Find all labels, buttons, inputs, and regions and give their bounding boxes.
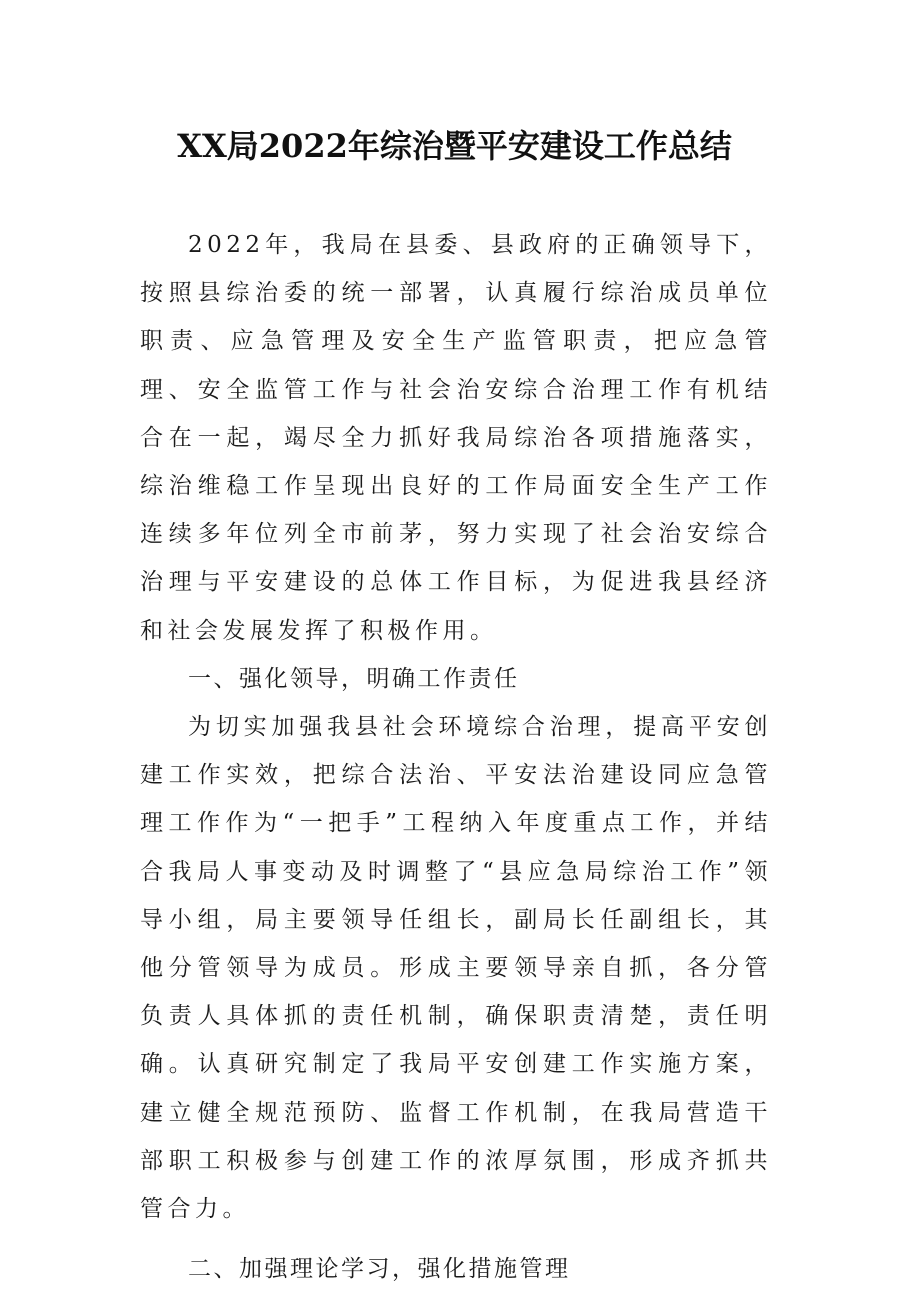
document-title: XX局2022年综治暨平安建设工作总结 xyxy=(177,127,732,165)
section-2-heading: 二、加强理论学习，强化措施管理 xyxy=(188,1256,571,1283)
section-1-paragraph: 为切实加强我县社会环境综合治理，提高平安创建工作实效，把综合法治、平安法治建设同应急管理工作作为“一把手”工程纳入年度重点工作，并结合我局人事变动及时调整了“县应急局综治工作”领导小组，局主要领导任组长，副局长任副组长，其他分管领导为成员。形成主要领导亲自抓，各分管负责人具体抓的责任机制，确保职责清楚，责任明确。认真研究制定了我局平安创建工作实施方案，建立健全规范预防、监督工作机制，在我局营造干部职工积极参与创建工作的浓厚氛围，形成齐抓共管合力。 xyxy=(140,714,772,1223)
intro-paragraph: 2022年，我局在县委、县政府的正确领导下，按照县综治委的统一部署，认真履行综治成员单位职责、应急管理及安全生产监管职责，把应急管理、安全监管工作与社会治安综合治理工作有机结合在一起，竭尽全力抓好我局综治各项措施落实，综治维稳工作呈现出良好的工作局面安全生产工作连续多年位列全市前茅，努力实现了社会治安综合治理与平安建设的总体工作目标，为促进我县经济和社会发展发挥了积极作用。 xyxy=(140,232,772,644)
document-body xyxy=(140,221,772,1293)
section-1-heading: 一、强化领导，明确工作责任 xyxy=(188,665,520,692)
